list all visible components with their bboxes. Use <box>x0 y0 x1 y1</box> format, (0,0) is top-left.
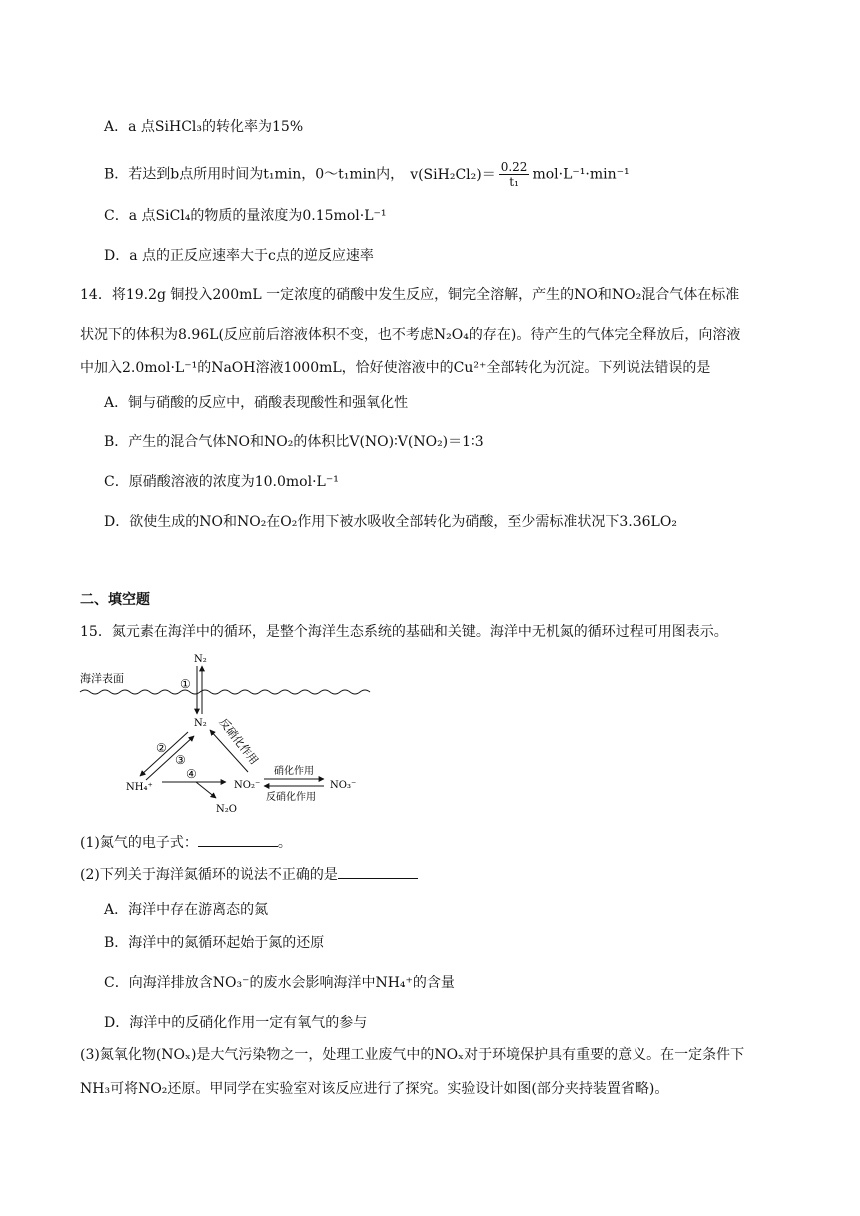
q15-sub2-option-c: C．向海洋排放含NO₃⁻的废水会影响海洋中NH₄⁺的含量 <box>104 975 455 991</box>
no3-label: NO₃⁻ <box>330 780 357 791</box>
circle-2: ② <box>156 741 167 755</box>
q15-sub2: (2)下列关于海洋氮循环的说法不正确的是 <box>80 864 418 885</box>
circle-1: ① <box>180 677 191 691</box>
circle-4: ④ <box>186 767 197 781</box>
nitrification-label: 硝化作用 <box>274 766 314 777</box>
n2-atmosphere: N₂ <box>194 654 207 665</box>
q15-sub2-option-d: D．海洋中的反硝化作用一定有氧气的参与 <box>104 1015 368 1031</box>
q15-sub2-option-a: A．海洋中存在游离态的氮 <box>104 902 269 918</box>
n2o-label: N₂O <box>216 804 237 815</box>
q15-sub3-line2: NH₃可将NO₂还原。甲同学在实验室对该反应进行了探究。实验设计如图(部分夹持装置省略)。 <box>80 1081 669 1097</box>
denitrification-label-bottom: 反硝化作用 <box>266 792 316 803</box>
q14-option-c: C．原硝酸溶液的浓度为10.0mol·L⁻¹ <box>104 474 339 490</box>
sea-surface-label: 海洋表面 <box>80 672 124 685</box>
q14-option-b: B．产生的混合气体NO和NO₂的体积比V(NO)∶V(NO₂)＝1∶3 <box>104 434 484 450</box>
q14-option-d: D．欲使生成的NO和NO₂在O₂作用下被水吸收全部转化为硝酸，至少需标准状况下3.36LO₂ <box>104 514 677 530</box>
denitrification-label-diagonal: 反硝化作用 <box>216 715 261 768</box>
circle-3: ③ <box>175 753 186 767</box>
q13-option-b: B．若达到b点所用时间为t₁min，0～t₁min内， v(SiH₂Cl₂)＝ $\frac{0.22}{\text{t₁}}$ mol·L⁻¹·min⁻¹ <box>104 160 630 189</box>
q13-option-d: D．a 点的正反应速率大于c点的逆反应速率 <box>104 248 374 264</box>
rate-fraction: $\frac{0.22}{\text{t₁}}$ <box>500 160 528 189</box>
q14-stem-line3: 中加入2.0mol·L⁻¹的NaOH溶液1000mL，恰好使溶液中的Cu²⁺全部转化为沉淀。下列说法错误的是 <box>80 360 711 376</box>
q15-sub1: (1)氮气的电子式： 。 <box>80 832 292 853</box>
sea-wave-line <box>80 690 370 694</box>
q14-stem-line2: 状况下的体积为8.96L(反应前后溶液体积不变，也不考虑N₂O₄的存在)。待产生的气体完全释放后，向溶液 <box>80 327 741 343</box>
q13-option-c: C．a 点SiCl₄的物质的量浓度为0.15mol·L⁻¹ <box>104 208 387 224</box>
section-title: 二、填空题 <box>80 592 150 608</box>
q14-option-a: A．铜与硝酸的反应中，硝酸表现酸性和强氧化性 <box>104 395 409 411</box>
arrow-to-n2o <box>196 782 216 798</box>
q15-sub2-option-b: B．海洋中的氮循环起始于氮的还原 <box>104 935 325 951</box>
q15-sub3-line1: (3)氮氧化物(NOₓ)是大气污染物之一，处理工业废气中的NOₓ对于环境保护具有重要的意义。在一定条件下 <box>80 1047 745 1063</box>
answer-blank-1[interactable] <box>198 832 278 847</box>
q15-stem: 15．氮元素在海洋中的循环，是整个海洋生态系统的基础和关键。海洋中无机氮的循环过程可用图表示。 <box>80 624 728 640</box>
answer-blank-2[interactable] <box>338 864 418 879</box>
no2-label: NO₂⁻ <box>234 780 261 791</box>
nitrogen-cycle-diagram <box>78 648 378 818</box>
n2-ocean: N₂ <box>194 718 207 729</box>
q13-option-a: A．a 点SiHCl₃的转化率为15% <box>104 119 304 135</box>
nh4-label: NH₄⁺ <box>126 782 153 793</box>
q14-stem-line1: 14．将19.2g 铜投入200mL 一定浓度的硝酸中发生反应，铜完全溶解，产生的NO和NO₂混合气体在标准 <box>80 287 740 303</box>
